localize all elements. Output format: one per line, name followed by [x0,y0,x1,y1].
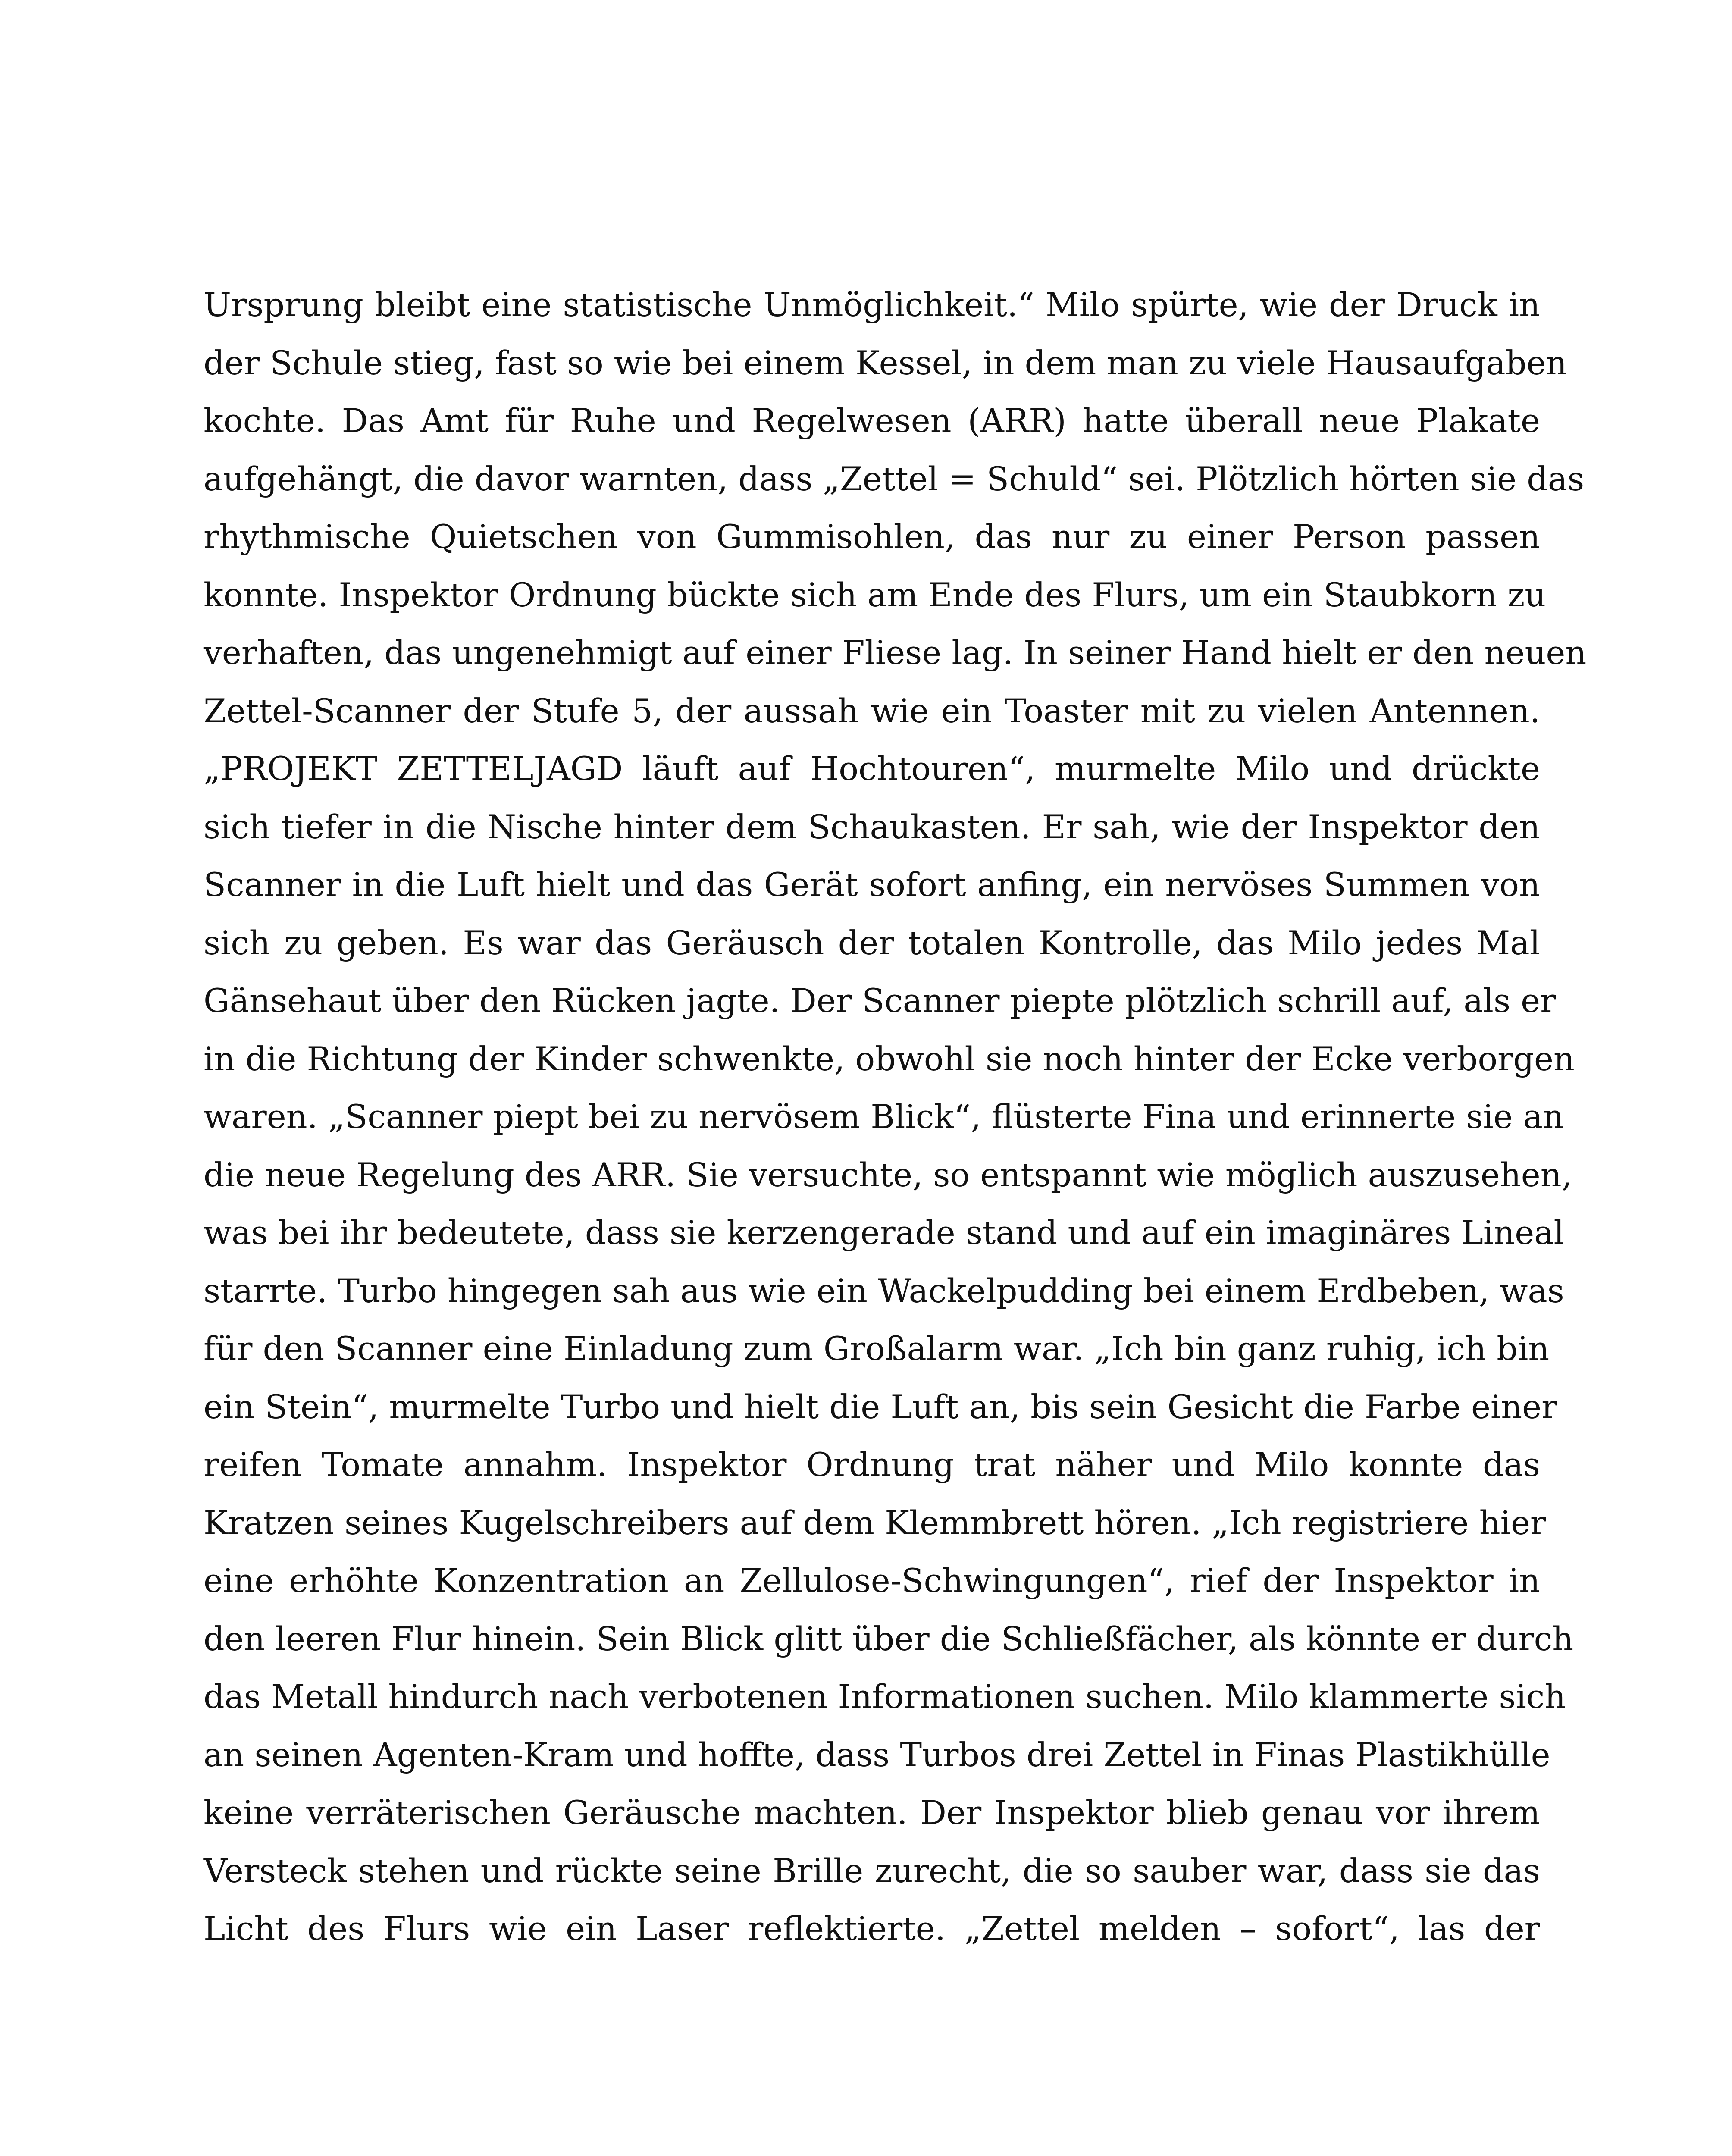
text-line: starrte. Turbo hingegen sah aus wie ein Wackelpudding bei einem Erdbeben, was [204,1271,1564,1310]
text-line: die neue Regelung des ARR. Sie versuchte, so entspannt wie möglich auszusehen, [204,1155,1572,1194]
text-line: sich zu geben. Es war das Geräusch der totalen Kontrolle, das Milo jedes Mal [204,923,1540,962]
text-line: verhaften, das ungenehmigt auf einer Fliese lag. In seiner Hand hielt er den neuen [204,633,1587,672]
text-line: rhythmische Quietschen von Gummisohlen, das nur zu einer Person passen [204,517,1540,556]
text-line: Kratzen seines Kugelschreibers auf dem Klemmbrett hören. „Ich registriere hier [204,1503,1546,1542]
text-line: kochte. Das Amt für Ruhe und Regelwesen (ARR) hatte überall neue Plakate [204,401,1540,440]
text-line: für den Scanner eine Einladung zum Großalarm war. „Ich bin ganz ruhig, ich bin [204,1329,1550,1368]
text-line: „PROJEKT ZETTELJAGD läuft auf Hochtouren“, murmelte Milo und drückte [204,749,1540,788]
text-line: in die Richtung der Kinder schwenkte, obwohl sie noch hinter der Ecke verborgen [204,1039,1575,1078]
text-line: keine verräterischen Geräusche machten. Der Inspektor blieb genau vor ihrem [204,1793,1540,1832]
text-line: konnte. Inspektor Ordnung bückte sich am Ende des Flurs, um ein Staubkorn zu [204,575,1546,614]
text-line: Scanner in die Luft hielt und das Gerät sofort anfing, ein nervöses Summen von [204,865,1540,904]
text-line: reifen Tomate annahm. Inspektor Ordnung trat näher und Milo konnte das [204,1445,1540,1484]
text-line: das Metall hindurch nach verbotenen Informationen suchen. Milo klammerte sich [204,1677,1566,1716]
text-line: aufgehängt, die davor warnten, dass „Zettel = Schuld“ sei. Plötzlich hörten sie das [204,459,1585,498]
text-line: was bei ihr bedeutete, dass sie kerzengerade stand und auf ein imaginäres Lineal [204,1213,1564,1252]
body-text [204,276,1587,1958]
text-line: Gänsehaut über den Rücken jagte. Der Scanner piepte plötzlich schrill auf, als er [204,981,1556,1020]
text-line: eine erhöhte Konzentration an Zellulose-Schwingungen“, rief der Inspektor in [204,1561,1540,1600]
text-line: waren. „Scanner piept bei zu nervösem Blick“, flüsterte Fina und erinnerte sie an [204,1097,1564,1136]
text-line: ein Stein“, murmelte Turbo und hielt die Luft an, bis sein Gesicht die Farbe einer [204,1387,1557,1426]
text-line: den leeren Flur hinein. Sein Blick glitt über die Schließfächer, als könnte er durch [204,1619,1574,1658]
text-line: der Schule stieg, fast so wie bei einem Kessel, in dem man zu viele Hausaufgaben [204,343,1567,382]
text-line: Zettel-Scanner der Stufe 5, der aussah wie ein Toaster mit zu vielen Antennen. [204,691,1540,730]
text-line: sich tiefer in die Nische hinter dem Schaukasten. Er sah, wie der Inspektor den [204,807,1540,846]
text-line: Ursprung bleibt eine statistische Unmöglichkeit.“ Milo spürte, wie der Druck in [204,285,1540,324]
text-line: Versteck stehen und rückte seine Brille zurecht, die so sauber war, dass sie das [204,1851,1540,1890]
text-line: an seinen Agenten-Kram und hoffte, dass Turbos drei Zettel in Finas Plastikhülle [204,1735,1550,1774]
text-line: Licht des Flurs wie ein Laser reflektierte. „Zettel melden – sofort“, las der [204,1909,1540,1948]
